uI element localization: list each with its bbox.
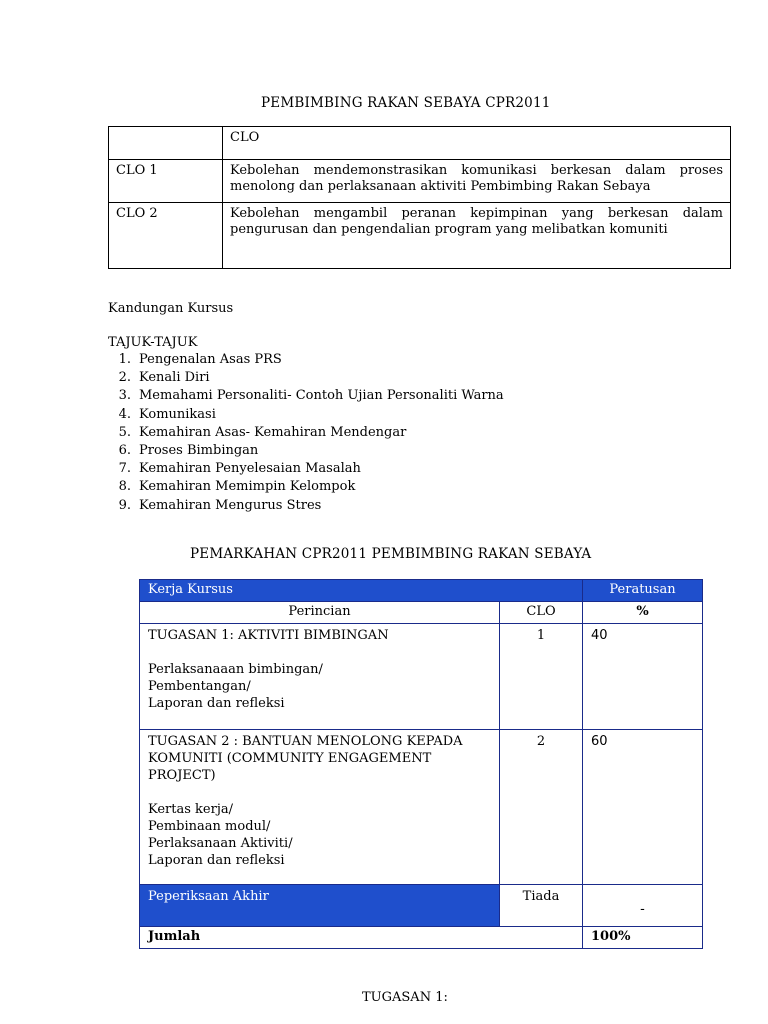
task1-clo: 1 xyxy=(500,624,583,730)
list-item: 4. Komunikasi xyxy=(118,406,216,422)
final-exam-percent: - xyxy=(583,885,703,927)
task2-title-line: KOMUNITI (COMMUNITY ENGAGEMENT xyxy=(148,751,432,766)
list-item: 5. Kemahiran Asas- Kemahiran Mendengar xyxy=(118,424,407,440)
topics-list xyxy=(108,351,504,515)
column-header-percent: % xyxy=(583,602,703,624)
marking-title: PEMARKAHAN CPR2011 PEMBIMBING RAKAN SEBAYA xyxy=(190,546,592,562)
column-header-clo: CLO xyxy=(500,602,583,624)
list-item: 7. Kemahiran Penyelesaian Masalah xyxy=(118,461,361,477)
task1-line: Laporan dan refleksi xyxy=(148,696,285,711)
footer-heading: TUGASAN 1: xyxy=(362,990,448,1005)
final-exam-label: Peperiksaan Akhir xyxy=(140,885,500,927)
task2-title-line: TUGASAN 2 : BANTUAN MENOLONG KEPADA xyxy=(148,734,463,749)
coursework-header: Kerja Kursus xyxy=(140,580,583,602)
task1-line: Pembentangan/ xyxy=(148,679,251,694)
table-row xyxy=(140,885,703,927)
clo-code: CLO 1 xyxy=(109,160,223,203)
task1-title: TUGASAN 1: AKTIVITI BIMBINGAN xyxy=(148,628,389,643)
total-percent: 100% xyxy=(583,927,703,949)
list-item: 2. Kenali Diri xyxy=(118,370,210,386)
clo-table-header: CLO xyxy=(223,127,731,160)
task1-line: Perlaksanaaan bimbingan/ xyxy=(148,662,323,677)
column-header-detail: Perincian xyxy=(140,602,500,624)
task2-clo: 2 xyxy=(500,730,583,885)
clo-code: CLO 2 xyxy=(109,203,223,269)
list-item: 1. Pengenalan Asas PRS xyxy=(118,352,282,367)
weight-header: Peratusan xyxy=(583,580,703,602)
task1-detail xyxy=(140,624,500,730)
list-item: 6. Proses Bimbingan xyxy=(118,442,259,458)
course-content-heading: Kandungan Kursus xyxy=(108,301,234,316)
table-row xyxy=(109,203,731,269)
table-row xyxy=(109,160,731,203)
task2-title-line: PROJECT) xyxy=(148,768,216,783)
document-title: PEMBIMBING RAKAN SEBAYA CPR2011 xyxy=(261,95,551,111)
task2-detail xyxy=(140,730,500,885)
total-label: Jumlah xyxy=(140,927,583,949)
marking-table xyxy=(139,579,703,949)
task1-percent: 40 xyxy=(583,624,703,730)
clo-table xyxy=(108,126,731,269)
clo-table-empty-cell xyxy=(109,127,223,160)
list-item: 8. Kemahiran Memimpin Kelompok xyxy=(118,479,356,495)
task2-line: Pembinaan modul/ xyxy=(148,819,271,834)
list-item: 9. Kemahiran Mengurus Stres xyxy=(118,497,322,513)
task2-line: Laporan dan refleksi xyxy=(148,853,285,868)
table-row xyxy=(140,927,703,949)
topics-heading: TAJUK-TAJUK xyxy=(108,335,198,350)
table-row xyxy=(140,730,703,885)
task2-percent: 60 xyxy=(583,730,703,885)
clo-description: Kebolehan mendemonstrasikan komunikasi berkesan dalam proses menolong dan perlaksanaan aktiviti Pembimbing Rakan Sebaya xyxy=(223,160,731,203)
table-row xyxy=(140,624,703,730)
list-item: 3. Memahami Personaliti- Contoh Ujian Personaliti Warna xyxy=(118,388,504,404)
task2-line: Kertas kerja/ xyxy=(148,802,233,817)
clo-description: Kebolehan mengambil peranan kepimpinan yang berkesan dalam pengurusan dan pengendalian program yang melibatkan komuniti xyxy=(223,203,731,269)
final-exam-clo: Tiada xyxy=(500,885,583,927)
task2-line: Perlaksanaan Aktiviti/ xyxy=(148,836,293,851)
